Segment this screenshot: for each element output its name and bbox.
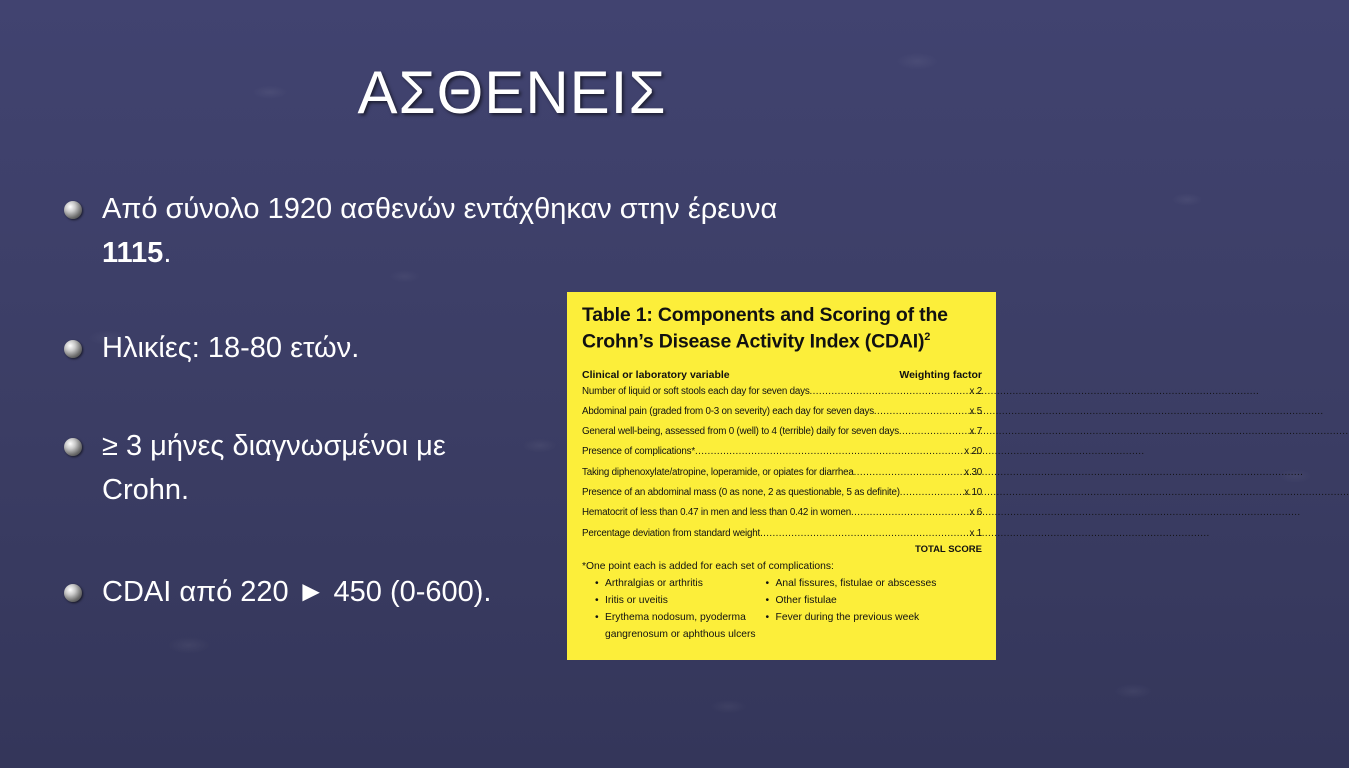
table-row	[582, 422, 982, 442]
bullet-dot-icon	[64, 340, 82, 358]
row-weight: x 7	[969, 426, 982, 438]
table-rows	[582, 382, 982, 544]
complication-item	[766, 592, 937, 609]
complication-text: Arthralgias or arthritis	[605, 577, 703, 589]
bullet-text-line2: Crohn.	[102, 474, 190, 506]
row-leader-dots	[851, 503, 970, 523]
column-header-variable: Clinical or laboratory variable	[582, 368, 730, 381]
complication-item	[595, 609, 756, 643]
complication-text: Anal fissures, fistulae or abscesses	[775, 577, 937, 589]
table-row	[582, 463, 982, 483]
table-row	[582, 483, 982, 503]
complications-left-column	[595, 575, 756, 643]
row-weight: x 2	[969, 385, 982, 397]
complication-text: Erythema nodosum, pyoderma	[605, 611, 746, 623]
cdai-table-image	[567, 292, 996, 660]
complications-note: *One point each is added for each set of complications:	[582, 560, 834, 572]
row-variable: Number of liquid or soft stools each day for seven days	[582, 385, 810, 397]
table-row	[582, 524, 982, 544]
row-leader-dots	[695, 442, 964, 462]
row-weight: x 6	[969, 507, 982, 519]
complication-item	[595, 575, 756, 592]
row-variable: Presence of complications*	[582, 446, 695, 458]
row-variable: Percentage deviation from standard weight	[582, 527, 761, 539]
row-leader-dots	[810, 382, 970, 402]
bullet-tail: .	[163, 237, 172, 269]
row-variable: Hematocrit of less than 0.47 in men and less than 0.42 in women	[582, 507, 851, 519]
complications-right-column	[766, 575, 937, 643]
slide-title: ΑΣΘΕΝΕΙΣ	[357, 59, 667, 126]
bullet-text: Ηλικίες: 18-80 ετών.	[102, 332, 360, 364]
complication-item	[595, 592, 756, 609]
row-variable: General well-being, assessed from 0 (well) to 4 (terrible) daily for seven days	[582, 426, 899, 438]
row-weight: x 1	[969, 527, 982, 539]
complication-item	[766, 609, 937, 626]
table-row	[582, 402, 982, 422]
bullet-dot-icon	[64, 438, 82, 456]
complication-text-cont: gangrenosum or aphthous ulcers	[605, 628, 756, 640]
bullet-dot-icon	[64, 201, 82, 219]
row-weight: x 30	[964, 466, 982, 478]
total-score-label: TOTAL SCORE	[914, 543, 982, 555]
bullet-dot-icon	[64, 584, 82, 602]
complication-text: Other fistulae	[775, 594, 837, 606]
table-title: Table 1: Components and Scoring of the Crohn’s Disease Activity Index (CDAI)$^2$	[582, 304, 948, 353]
row-variable: Taking diphenoxylate/atropine, loperamide, or opiates for diarrhea	[582, 466, 854, 478]
complications-list	[582, 575, 982, 643]
row-variable: Presence of an abdominal mass (0 as none, 2 as questionable, 5 as definite)	[582, 486, 900, 498]
row-weight: x 20	[964, 446, 982, 458]
row-leader-dots	[760, 524, 969, 544]
bullet-text: CDAI από 220 ► 450 (0-600).	[102, 576, 492, 608]
table-row	[582, 442, 982, 462]
complication-text: Fever during the previous week	[775, 611, 920, 623]
table-header	[582, 368, 982, 382]
table-row	[582, 503, 982, 523]
complication-text: Iritis or uveitis	[605, 594, 668, 606]
bullet-text: Από σύνολο 1920 ασθενών εντάχθηκαν στην έρευνα	[102, 193, 778, 225]
row-leader-dots	[900, 483, 965, 503]
row-leader-dots	[899, 422, 970, 442]
complication-item	[766, 575, 937, 592]
row-leader-dots	[874, 402, 970, 422]
bullet-text: ≥ 3 μήνες διαγνωσμένοι με	[102, 430, 446, 462]
column-header-weight: Weighting factor	[899, 368, 982, 381]
row-weight: x 5	[969, 405, 982, 417]
row-variable: Abdominal pain (graded from 0-3 on severity) each day for seven days	[582, 405, 874, 417]
row-leader-dots	[854, 463, 965, 483]
bullet-bold-value: 1115	[102, 237, 164, 269]
table-row	[582, 382, 982, 402]
row-weight: x 10	[964, 486, 982, 498]
